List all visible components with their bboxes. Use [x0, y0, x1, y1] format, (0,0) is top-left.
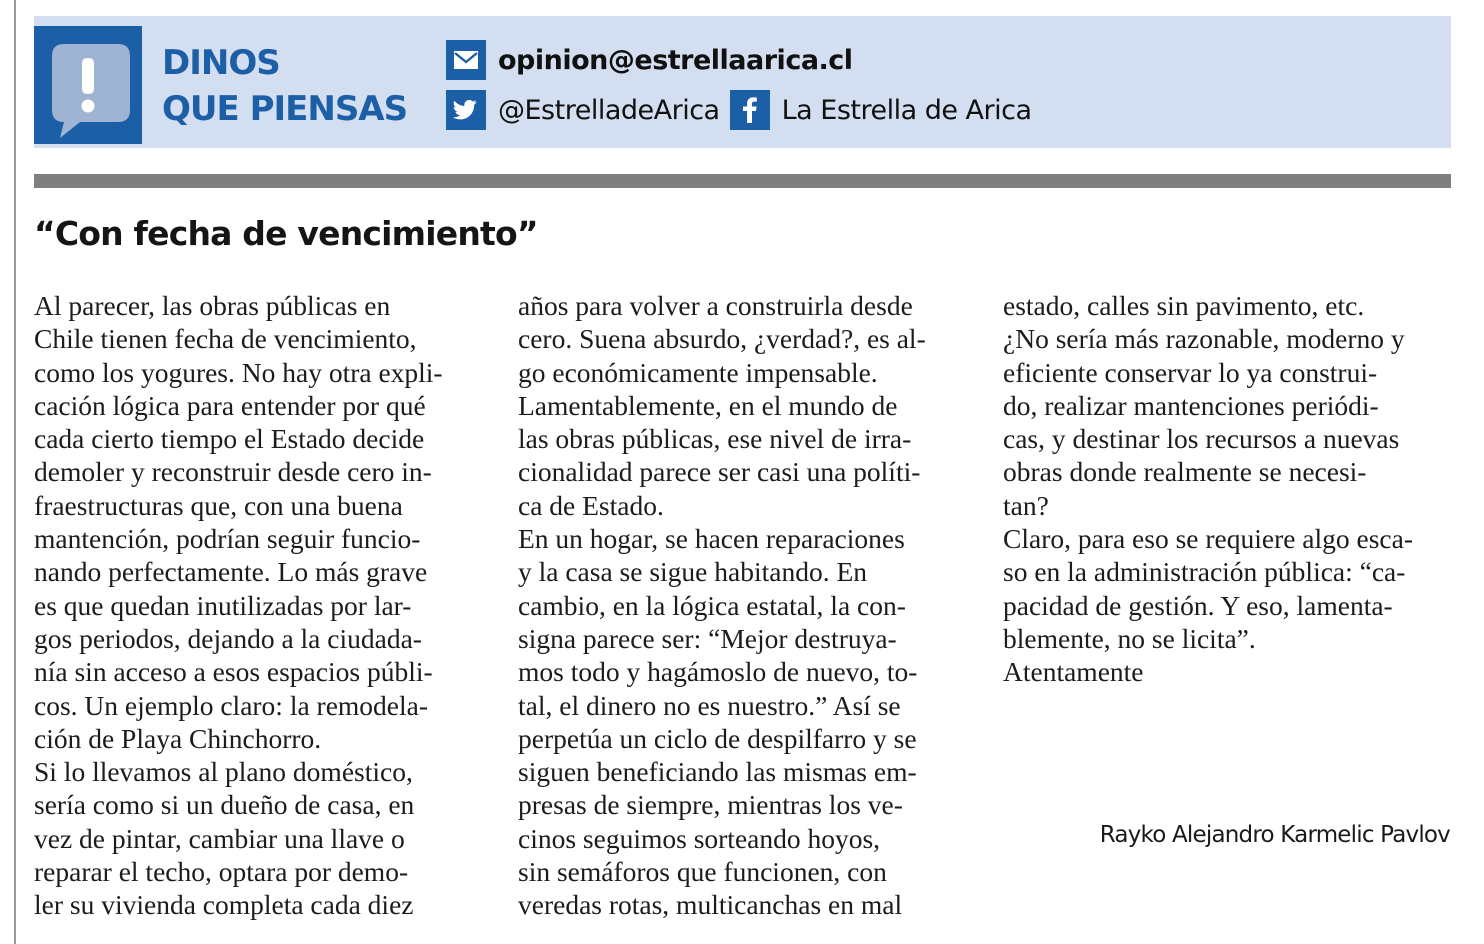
- column-line: sin semáforos que funcionen, con: [518, 856, 887, 888]
- column-line: cambio, en la lógica estatal, la con-: [518, 589, 906, 621]
- exclamation-speech-bubble-icon: [34, 26, 142, 144]
- column-line: ción de Playa Chinchorro.: [34, 722, 322, 754]
- article-column-1: [34, 289, 484, 922]
- facebook-page[interactable]: La Estrella de Arica: [781, 94, 1032, 126]
- column-line: gos periodos, dejando a la ciudada-: [34, 622, 422, 654]
- column-line: veredas rotas, multicanchas en mal: [518, 889, 903, 921]
- column-line: En un hogar, se hacen reparaciones: [518, 523, 905, 555]
- section-title: [162, 40, 422, 132]
- section-title-line2: QUE PIENSAS: [162, 89, 408, 129]
- article-column-2: [518, 289, 968, 922]
- column-line: cas, y destinar los recursos a nuevas: [1003, 423, 1400, 455]
- column-line: so en la administración pública: “ca-: [1003, 556, 1406, 588]
- column-line: do, realizar mantenciones periódi-: [1003, 389, 1379, 421]
- column-line: sería como si un dueño de casa, en: [34, 789, 415, 821]
- column-line: go económicamente impensable.: [518, 356, 878, 388]
- column-line: ca de Estado.: [518, 489, 664, 521]
- column-line: Chile tienen fecha de vencimiento,: [34, 323, 417, 355]
- column-line: siguen beneficiando las mismas em-: [518, 756, 917, 788]
- column-line: mos todo y hagámoslo de nuevo, to-: [518, 656, 918, 688]
- letter-signature: Rayko Alejandro Karmelic Pavlov: [1099, 822, 1450, 848]
- email-address[interactable]: opinion@estrellaarica.cl: [498, 44, 853, 76]
- facebook-icon: [730, 90, 770, 130]
- column-line: años para volver a construirla desde: [518, 290, 913, 321]
- twitter-icon: [446, 90, 486, 130]
- twitter-handle[interactable]: @EstrelladeArica: [498, 94, 720, 126]
- column-line: cionalidad parece ser casi una políti-: [518, 456, 921, 488]
- column-line: signa parece ser: “Mejor destruya-: [518, 622, 897, 654]
- article-column-3: [1003, 289, 1453, 689]
- facebook-contact[interactable]: [730, 90, 1032, 130]
- column-line: nía sin acceso a esos espacios públi-: [34, 656, 433, 688]
- column-line: fraestructuras que, con una buena: [34, 489, 403, 521]
- column-line: es que quedan inutilizadas por lar-: [34, 589, 412, 621]
- column-line: blemente, no se licita”.: [1003, 622, 1256, 654]
- column-line: Claro, para eso se requiere algo esca-: [1003, 523, 1414, 555]
- column-line: como los yogures. No hay otra expli-: [34, 356, 443, 388]
- column-line: estado, calles sin pavimento, etc.: [1003, 290, 1365, 321]
- column-line: presas de siempre, mientras los ve-: [518, 789, 903, 821]
- column-line: Al parecer, las obras públicas en: [34, 290, 391, 321]
- page-edge-rule: [14, 0, 16, 944]
- column-line: cero. Suena absurdo, ¿verdad?, es al-: [518, 323, 926, 355]
- column-line: Lamentablemente, en el mundo de: [518, 389, 898, 421]
- column-line: mantención, podrían seguir funcio-: [34, 523, 421, 555]
- column-line: eficiente conservar lo ya construi-: [1003, 356, 1378, 388]
- column-line: las obras públicas, ese nivel de irra-: [518, 423, 912, 455]
- section-divider: [34, 174, 1451, 188]
- letter-headline: “Con fecha de vencimiento”: [34, 214, 538, 253]
- column-line: cación lógica para entender por qué: [34, 389, 426, 421]
- column-line: vez de pintar, cambiar una llave o: [34, 822, 405, 854]
- column-line: reparar el techo, optara por demo-: [34, 856, 409, 888]
- column-line: tan?: [1003, 489, 1049, 521]
- column-line: cinos seguimos sorteando hoyos,: [518, 822, 881, 854]
- column-line: cos. Un ejemplo claro: la remodela-: [34, 689, 429, 721]
- column-line: obras donde realmente se necesi-: [1003, 456, 1367, 488]
- column-line: tal, el dinero no es nuestro.” Así se: [518, 689, 901, 721]
- envelope-icon: [446, 40, 486, 80]
- column-line: perpetúa un ciclo de despilfarro y se: [518, 722, 917, 754]
- column-line: cada cierto tiempo el Estado decide: [34, 423, 425, 455]
- column-line: demoler y reconstruir desde cero in-: [34, 456, 432, 488]
- column-line: ¿No sería más razonable, moderno y: [1003, 323, 1405, 355]
- column-line: Atentamente: [1003, 656, 1144, 688]
- email-contact[interactable]: [446, 40, 853, 80]
- social-contacts: [446, 90, 1032, 130]
- column-line: y la casa se sigue habitando. En: [518, 556, 867, 588]
- column-line: pacidad de gestión. Y eso, lamenta-: [1003, 589, 1393, 621]
- column-line: Si lo llevamos al plano doméstico,: [34, 756, 413, 788]
- column-line: nando perfectamente. Lo más grave: [34, 556, 428, 588]
- column-line: ler su vivienda completa cada diez: [34, 889, 414, 921]
- section-title-line1: DINOS: [162, 43, 280, 83]
